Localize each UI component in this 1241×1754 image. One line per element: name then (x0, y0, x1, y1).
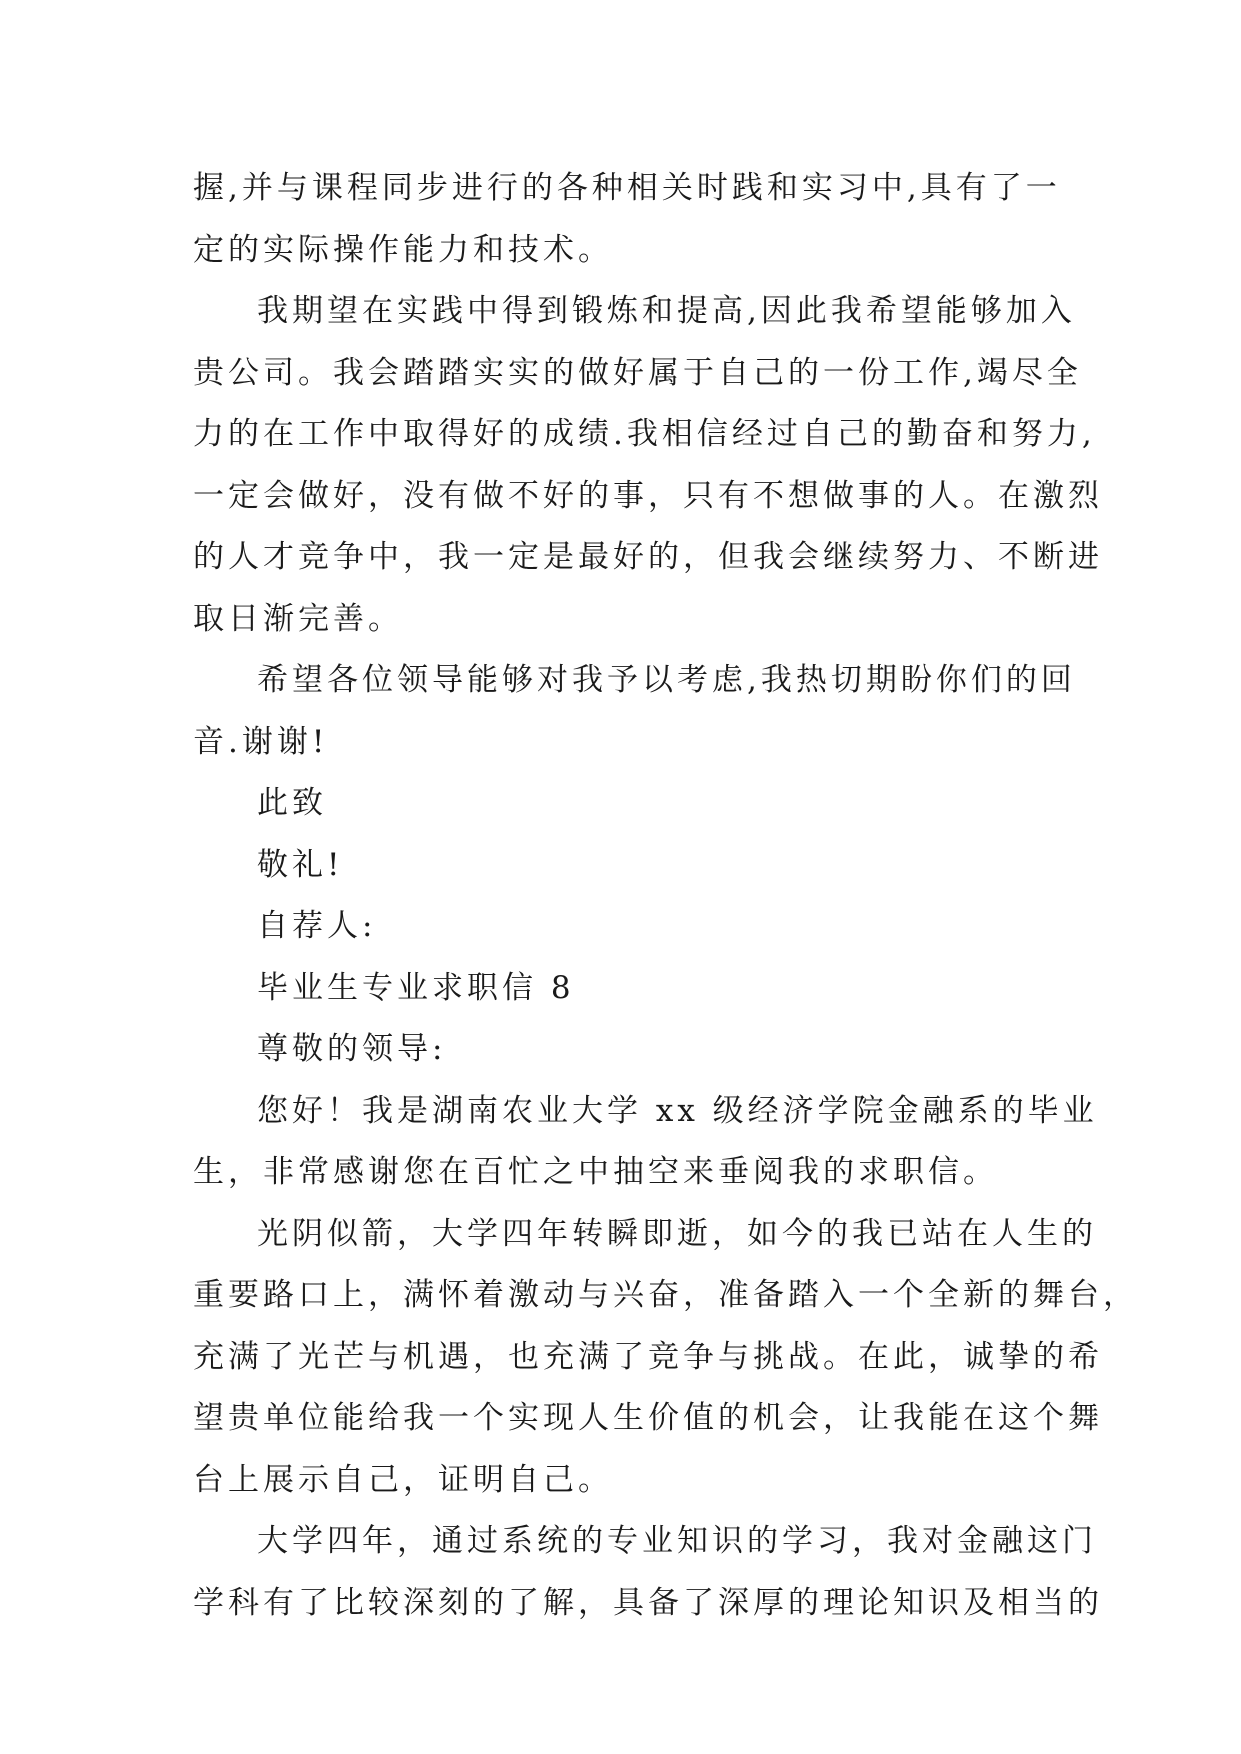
text-line: 贵公司。我会踏踏实实的做好属于自己的一份工作,竭尽全 (193, 354, 1082, 391)
text-line: 握,并与课程同步进行的各种相关时践和实习中,具有了一 (193, 170, 1061, 206)
text-line: 定的实际操作能力和技术。 (193, 231, 613, 268)
section-heading: 毕业生专业求职信 8 (257, 969, 575, 1006)
text-line: 大学四年，通过系统的专业知识的学习，我对金融这门 (257, 1523, 1097, 1559)
text-line: 取日渐完善。 (193, 600, 403, 637)
text-line: 光阴似箭，大学四年转瞬即逝，如今的我已站在人生的 (257, 1215, 1097, 1252)
text-line: 望贵单位能给我一个实现人生价值的机会，让我能在这个舞 (193, 1400, 1103, 1436)
letter-body (193, 158, 1138, 1634)
text-line: 我期望在实践中得到锻炼和提高,因此我希望能够加入 (257, 293, 1076, 329)
text-line: 自荐人: (257, 908, 377, 944)
text-line: 充满了光芒与机遇，也充满了竞争与挑战。在此，诚挚的希 (193, 1338, 1103, 1375)
text-line: 力的在工作中取得好的成绩.我相信经过自己的勤奋和努力, (193, 416, 1096, 452)
text-line: 台上展示自己，证明自己。 (193, 1461, 613, 1498)
text-line: 一定会做好，没有做不好的事，只有不想做事的人。在激烈 (193, 477, 1103, 514)
text-line: 您好！我是湖南农业大学 xx 级经济学院金融系的毕业 (257, 1092, 1098, 1129)
text-line: 希望各位领导能够对我予以考虑,我热切期盼你们的回 (257, 662, 1076, 698)
text-line: 学科有了比较深刻的了解，具备了深厚的理论知识及相当的 (193, 1584, 1103, 1621)
text-line: 音.谢谢! (193, 723, 329, 760)
text-line: 此致 (257, 785, 327, 821)
text-line: 的人才竞争中，我一定是最好的，但我会继续努力、不断进 (193, 539, 1103, 575)
text-line: 生，非常感谢您在百忙之中抽空来垂阅我的求职信。 (193, 1154, 998, 1190)
text-line: 尊敬的领导: (257, 1031, 447, 1067)
text-line: 重要路口上，满怀着激动与兴奋，准备踏入一个全新的舞台， (193, 1277, 1138, 1313)
text-line: 敬礼! (257, 846, 344, 883)
